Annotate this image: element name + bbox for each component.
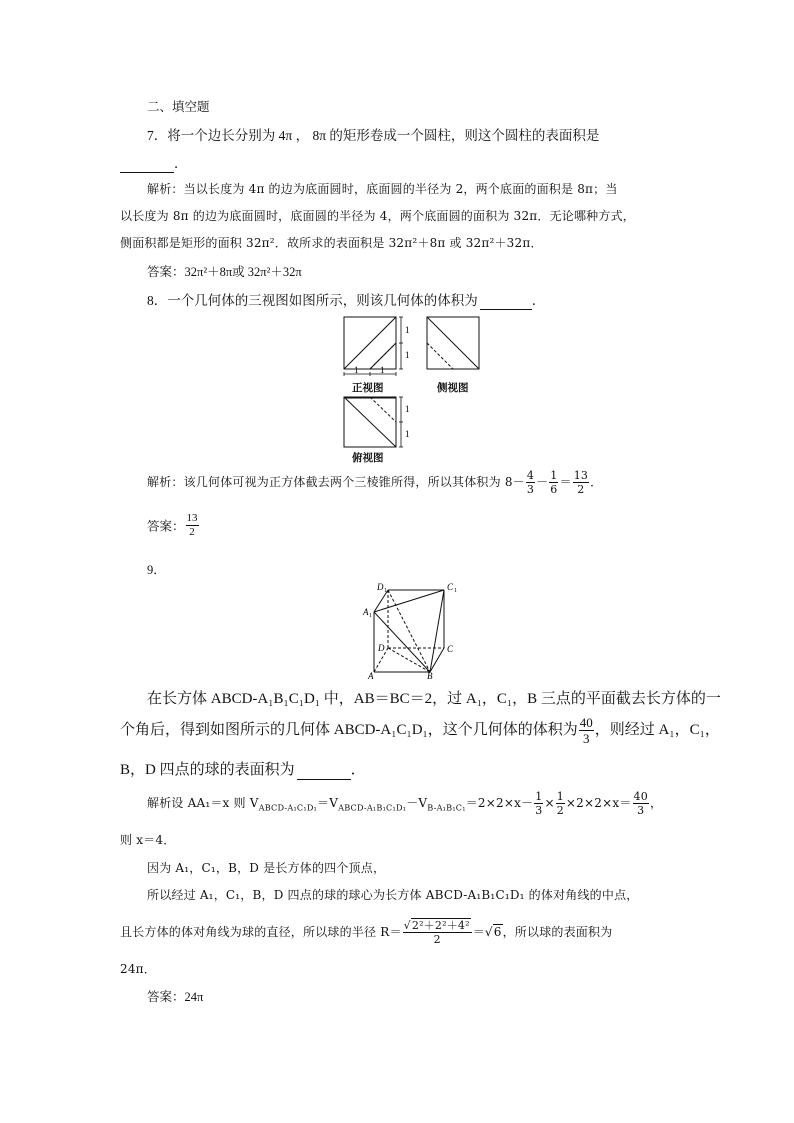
frac-den: 3: [526, 483, 535, 496]
top-view-label: 俯视图: [352, 452, 384, 464]
side-view-label: 侧视图: [437, 382, 469, 394]
q7-answer-blank: [120, 156, 174, 173]
label-D1-sub: 1: [384, 588, 387, 594]
q9-answer: [147, 987, 707, 1005]
minus-sign: －: [536, 475, 549, 489]
label-C1: C: [447, 582, 454, 592]
q8-frac-4-3: [526, 470, 535, 495]
q9-sol-b: ＝V: [317, 796, 339, 810]
times-sign: ×: [544, 796, 555, 810]
q7-solution-line3: 侧面积都是矩形的面积 32π²．故所求的表面积是 32π²＋8π 或 32π²＋32π．: [120, 236, 543, 250]
period: ．: [590, 475, 603, 489]
frac-num: 4: [526, 469, 535, 482]
q9-radius-frac: [403, 920, 472, 945]
q9-volume-frac: [579, 716, 594, 745]
q8-end: ．: [531, 293, 546, 308]
q9-sol-a: 解析设 AA₁＝x 则 V: [147, 796, 259, 810]
q8-solution: [147, 470, 707, 495]
q8-solution-text: 该几何体可视为正方体截去两个三棱锥所得，所以其体积为 8－: [183, 475, 525, 489]
frac-den: 2: [433, 933, 441, 946]
q7-answer-text: 32π²＋8π或 32π²＋32π: [184, 265, 302, 279]
front-dim-left: 1: [354, 365, 359, 375]
q8-stem-text: 一个几何体的三视图如图所示，则该几何体的体积为: [167, 293, 478, 308]
comma: ，: [649, 796, 663, 810]
q9-stem-line2: [120, 715, 720, 746]
side-view: [427, 317, 479, 369]
q9-stem-text3: B，D 四点的球的表面积为: [120, 762, 295, 778]
q9-stem-end: ．: [350, 762, 366, 778]
q9-frac-40-3: [633, 791, 649, 816]
q9-frac-1-2: [556, 791, 565, 816]
q9-answer-blank: [297, 762, 351, 780]
q9-solution-line2: 则 x＝4．: [120, 833, 176, 847]
section-title: 二、填空题: [147, 100, 210, 114]
q9-sub-b: ABCD-A₁B₁C₁D₁: [338, 802, 407, 813]
frac-num: √2²＋2²＋4²: [403, 919, 470, 932]
front-dim-top: 1: [405, 325, 410, 335]
frac-num: 40: [633, 790, 648, 803]
q9-sol-e: ×2×2×x＝: [565, 796, 632, 810]
front-dim-bottom: 1: [405, 350, 410, 360]
q9-solution-line6: 24π．: [120, 962, 156, 976]
frac-num: 13: [573, 469, 589, 482]
top-dim-top: 1: [405, 404, 410, 414]
frac-den: 3: [583, 731, 590, 746]
q9-sol-d: ＝2×2×x－: [465, 796, 534, 810]
sqrt-6: 6: [493, 925, 502, 939]
q9-stem-line1: 在长方体 ABCD-A₁B₁C₁D₁ 中，AB＝BC＝2，过 A₁，C₁，B 三点的平面截去长方体的一: [147, 691, 721, 707]
q9-solution-line1: [147, 791, 707, 816]
top-view-figure: [335, 392, 415, 452]
q7-stem: [147, 124, 707, 144]
label-A1: A: [363, 607, 369, 617]
q9-stem-line3: [120, 758, 680, 780]
label-B: B: [427, 671, 433, 680]
q7-answer: [147, 262, 707, 280]
q9-answer-text: 24π: [184, 990, 204, 1004]
q7-solution-line1: [147, 180, 707, 197]
q8-answer-blank: [480, 293, 532, 310]
q9-stem-text2b: ，则经过 A₁，C₁，: [594, 721, 720, 738]
frac-den: 2: [189, 526, 195, 538]
q7-solution-text1: 当以长度为 4π 的边为底面圆时，底面圆的半径为 2，两个底面的面积是 8π；当: [183, 182, 618, 196]
q9-frac-1-3: [534, 791, 543, 816]
frac-num: 40: [579, 715, 593, 730]
q8-answer-label: 答案：: [147, 519, 185, 534]
frac-den: 3: [535, 804, 543, 817]
q8-frac-13-2: [573, 470, 589, 495]
q7-solution-label: 解析：: [147, 182, 184, 196]
q7-answer-label: 答案：: [147, 265, 185, 279]
label-A: A: [368, 671, 374, 680]
q9-sol-5a: 且长方体的体对角线为球的直径，所以球的半径 R＝: [120, 925, 402, 939]
q7-number: 7．: [147, 128, 168, 143]
front-view-label: 正视图: [352, 382, 384, 394]
frac-num: 13: [186, 512, 198, 524]
q9-answer-label: 答案：: [147, 990, 185, 1004]
q9-solution-line3: 因为 A₁，C₁，B，D 是长方体的四个顶点，: [147, 861, 386, 875]
q9-sub-a: ABCD-A₁C₁D₁: [258, 802, 318, 813]
label-D: D: [378, 643, 385, 653]
q8-number: 8．: [147, 293, 168, 308]
equals-sign: ＝: [559, 475, 572, 489]
frac-num: 1: [550, 469, 558, 482]
frac-num: 1: [535, 790, 543, 803]
q9-sol-c: －V: [406, 796, 428, 810]
frac-den: 3: [637, 804, 645, 817]
front-dim-right: 1: [380, 365, 385, 375]
q8-solution-label: 解析：: [147, 475, 184, 489]
sqrt-sign: √: [484, 925, 493, 939]
q9-solution-line4: 所以经过 A₁，C₁，B，D 四点的球的球心为长方体 ABCD-A₁B₁C₁D₁ 的体对角线的中点，: [147, 888, 639, 902]
q9-solution-line5: [120, 920, 680, 945]
q7-end: ．: [174, 156, 188, 171]
label-C1-sub: 1: [454, 588, 457, 594]
sqrt-radicand: 2²＋2²＋4²: [411, 919, 470, 932]
q9-sol-5c: ，所以球的表面积为: [502, 925, 613, 939]
front-view: [344, 317, 403, 376]
label-A1-sub: 1: [369, 613, 372, 619]
q9-stem-text2a: 个角后，得到如图所示的几何体 ABCD-A₁C₁D₁，这个几何体的体积为: [120, 721, 578, 738]
q8-stem: [147, 289, 707, 310]
frac-den: 6: [550, 483, 558, 496]
q8-frac-1-6: [549, 470, 558, 495]
frac-den: 2: [556, 804, 564, 817]
q8-answer-frac: [186, 513, 199, 538]
frac-num: 1: [556, 790, 564, 803]
label-C: C: [447, 644, 454, 654]
q9-solid-figure: [360, 578, 470, 680]
frac-den: 2: [577, 483, 585, 496]
label-D1: D: [377, 582, 384, 592]
top-dim-bottom: 1: [405, 429, 410, 439]
q7-stem-text: 将一个边长分别为 4π ， 8π 的矩形卷成一个圆柱，则这个圆柱的表面积是: [167, 128, 600, 143]
q8-answer: [147, 513, 707, 538]
q9-number: 9．: [147, 563, 166, 577]
q7-blank-line: [120, 152, 680, 173]
q9-sub-c: B-A₁B₁C₁: [427, 802, 466, 813]
q9-sol-5b: ＝: [472, 925, 485, 939]
q7-solution-line2: 以长度为 8π 的边为底面圆时，底面圆的半径为 4，两个底面圆的面积为 32π．无论哪种方式，: [120, 209, 635, 223]
